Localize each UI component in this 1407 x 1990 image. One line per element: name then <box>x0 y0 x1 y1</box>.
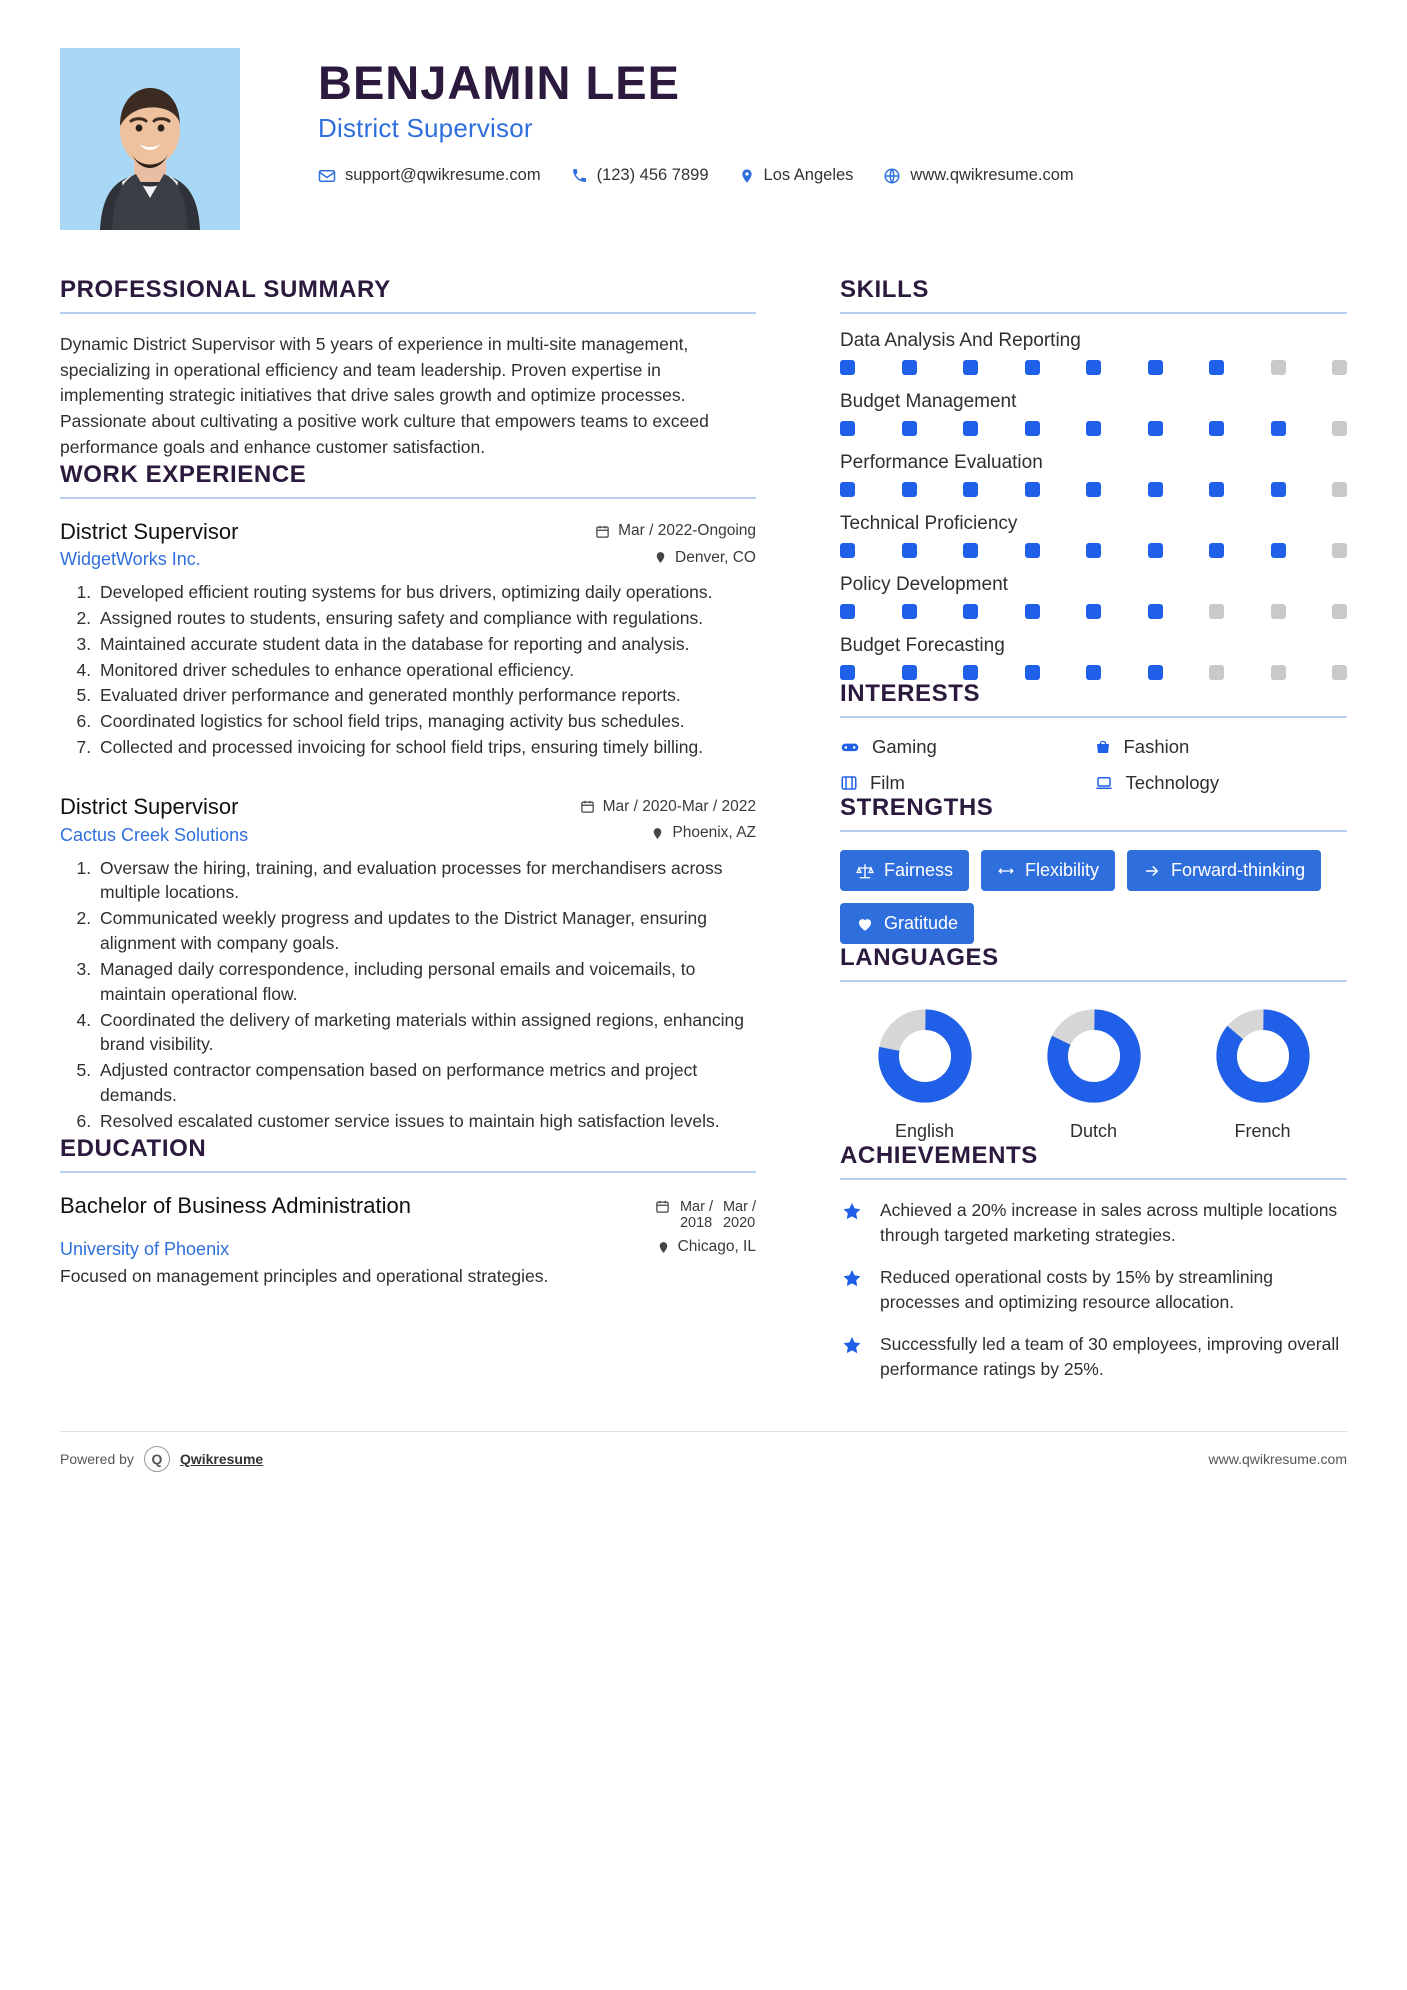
skill-dot <box>902 543 917 558</box>
language-item <box>1046 1008 1142 1142</box>
language-label: Dutch <box>1069 1121 1118 1141</box>
qwikresume-logo-icon: Q <box>144 1446 170 1472</box>
contact-website[interactable] <box>883 166 1073 185</box>
skill-rating <box>840 543 1347 558</box>
header-job-title: District Supervisor <box>318 113 533 144</box>
achievement-item <box>840 1198 1347 1247</box>
skill-dot <box>1332 665 1347 680</box>
contact-location-text: Los Angeles <box>763 166 854 185</box>
education-start-date <box>680 1199 713 1232</box>
phone-icon <box>571 167 588 184</box>
education-school: University of Phoenix <box>60 1238 230 1259</box>
arrows-icon <box>997 862 1015 880</box>
work-item-location-text: Phoenix, AZ <box>672 824 756 841</box>
skill-dot <box>1086 604 1101 619</box>
skill-dot <box>1271 665 1286 680</box>
education-dates <box>655 1193 756 1232</box>
contact-email[interactable] <box>318 166 541 185</box>
page-title: BENJAMIN LEE <box>318 56 680 109</box>
left-column <box>60 276 800 1381</box>
language-donut <box>877 1008 973 1104</box>
work-item <box>60 794 756 1134</box>
interest-label: Technology <box>1125 772 1220 793</box>
skill-name: Data Analysis And Reporting <box>840 330 1081 351</box>
contact-phone-text: (123) 456 7899 <box>596 166 709 185</box>
skill-dot <box>963 665 978 680</box>
skill-item <box>840 635 1347 680</box>
skill-dot <box>1148 665 1163 680</box>
location-icon <box>739 167 755 185</box>
skill-dot <box>1025 360 1040 375</box>
education-degree: Bachelor of Business Administration <box>60 1192 411 1218</box>
skill-name: Policy Development <box>840 574 1008 595</box>
interest-label: Film <box>870 772 905 793</box>
list-item: 2. Communicated weekly progress and updates to the District Manager, ensuring alignment with company goals. <box>96 906 756 956</box>
work-item-title: District Supervisor <box>60 518 239 544</box>
footer <box>60 1431 1347 1498</box>
interest-item <box>1094 772 1348 794</box>
skill-dot <box>902 604 917 619</box>
section-interests-title: INTERESTS <box>840 680 1347 718</box>
contact-website-text: www.qwikresume.com <box>910 166 1074 185</box>
skill-rating <box>840 421 1347 436</box>
skill-dot <box>840 543 855 558</box>
skill-dot <box>840 604 855 619</box>
education-start-line1: Mar / <box>679 1198 713 1215</box>
skill-rating <box>840 482 1347 497</box>
skill-name: Budget Forecasting <box>840 635 1005 656</box>
list-item: 3. Managed daily correspondence, including personal emails and voicemails, to maintain operational flow. <box>96 957 756 1007</box>
powered-by <box>60 1446 263 1472</box>
strength-chip-gratitude <box>840 903 974 944</box>
arrow-right-icon <box>1143 862 1161 880</box>
qwikresume-brand[interactable]: Qwikresume <box>179 1451 264 1467</box>
skill-dot <box>902 360 917 375</box>
header-main <box>240 48 1347 185</box>
contact-email-text: support@qwikresume.com <box>345 166 541 185</box>
skill-dot <box>1332 604 1347 619</box>
education-end-line1: Mar / <box>722 1198 756 1215</box>
skill-dot <box>1148 360 1163 375</box>
powered-by-label: Powered by <box>60 1451 134 1467</box>
work-item-bullets <box>60 580 756 760</box>
skill-dot <box>1209 421 1224 436</box>
list-item: 6. Coordinated logistics for school field trips, managing activity bus schedules. <box>96 709 756 734</box>
work-item-dates-text: Mar / 2022-Ongoing <box>618 522 756 540</box>
skill-dot <box>1086 421 1101 436</box>
skill-dot <box>1086 482 1101 497</box>
section-work-experience-title: WORK EXPERIENCE <box>60 461 756 499</box>
skill-dot <box>1148 604 1163 619</box>
skill-dot <box>1148 421 1163 436</box>
strength-label: Gratitude <box>884 913 959 933</box>
section-strengths-title: STRENGTHS <box>840 794 1347 832</box>
work-item-sub <box>60 824 756 846</box>
strength-chip-flexibility <box>981 850 1115 891</box>
work-item-location <box>651 824 756 842</box>
strength-label: Fairness <box>884 860 954 880</box>
skill-rating <box>840 604 1347 619</box>
strengths-list <box>840 850 1347 944</box>
skill-dot <box>902 482 917 497</box>
professional-summary-text: Dynamic District Supervisor with 5 years of experience in multi-site management, specializing in operational efficiency and team leadership. Proven expertise in implementing strategic initiatives that drive sales growth and optimize processes. Passionate about cultivating a positive work culture that empowers teams to exceed performance goals and enhance customer satisfaction. <box>60 334 709 457</box>
skill-dot <box>1271 482 1286 497</box>
calendar-icon <box>595 524 610 539</box>
skill-name: Budget Management <box>840 391 1017 412</box>
contact-phone[interactable] <box>571 166 709 185</box>
language-label: English <box>894 1121 955 1141</box>
education-location <box>657 1238 756 1256</box>
section-professional-summary-title: PROFESSIONAL SUMMARY <box>60 276 756 314</box>
resume-header <box>60 48 1347 240</box>
skill-dot <box>1086 360 1101 375</box>
education-start-line2: 2018 <box>679 1215 713 1232</box>
skill-dot <box>1209 665 1224 680</box>
work-item-company: Cactus Creek Solutions <box>60 824 249 845</box>
list-item: 3. Maintained accurate student data in the database for reporting and analysis. <box>96 632 756 657</box>
contact-location <box>739 166 854 185</box>
skill-dot <box>902 665 917 680</box>
gamepad-icon <box>840 737 860 757</box>
skill-dot <box>1271 543 1286 558</box>
skill-dot <box>840 360 855 375</box>
skill-dot <box>1332 421 1347 436</box>
language-donut <box>1215 1008 1311 1104</box>
star-icon <box>840 1332 866 1381</box>
work-item-dates <box>595 522 756 540</box>
work-item-head <box>60 519 756 545</box>
pin-icon <box>651 826 664 841</box>
work-item-location <box>654 549 756 567</box>
avatar <box>60 48 240 230</box>
star-icon <box>840 1265 866 1314</box>
work-item-dates-text: Mar / 2020-Mar / 2022 <box>602 797 756 815</box>
skill-dot <box>1025 543 1040 558</box>
calendar-icon <box>580 799 595 814</box>
skill-dot <box>963 421 978 436</box>
achievement-item <box>840 1265 1347 1314</box>
laptop-icon <box>1094 774 1114 792</box>
skill-dot <box>1025 665 1040 680</box>
resume-body <box>60 276 1347 1381</box>
skill-dot <box>1086 665 1101 680</box>
list-item: 7. Collected and processed invoicing for school field trips, ensuring timely billing. <box>96 735 756 760</box>
strength-label: Flexibility <box>1025 860 1100 880</box>
interest-label: Gaming <box>872 736 937 757</box>
skill-dot <box>840 482 855 497</box>
section-achievements-title: ACHIEVEMENTS <box>840 1142 1347 1180</box>
skill-dot <box>840 421 855 436</box>
skill-dot <box>963 482 978 497</box>
skill-dot <box>1271 604 1286 619</box>
list-item: 5. Adjusted contractor compensation based on performance metrics and project demands. <box>96 1058 756 1108</box>
pin-icon <box>657 1240 670 1255</box>
section-education-title: EDUCATION <box>60 1135 756 1173</box>
achievement-item <box>840 1332 1347 1381</box>
skill-rating <box>840 665 1347 680</box>
education-item-head <box>60 1193 756 1232</box>
skill-dot <box>1025 604 1040 619</box>
section-skills-title: SKILLS <box>840 276 1347 314</box>
skill-dot <box>1332 360 1347 375</box>
strength-chip-fairness <box>840 850 969 891</box>
skill-dot <box>1332 543 1347 558</box>
calendar-icon <box>655 1199 670 1214</box>
skill-dot <box>1148 543 1163 558</box>
skill-dot <box>1025 482 1040 497</box>
list-item: 1. Developed efficient routing systems for bus drivers, optimizing daily operations. <box>96 580 756 605</box>
skill-item <box>840 513 1347 558</box>
language-donut <box>1046 1008 1142 1104</box>
language-label: French <box>1234 1121 1291 1141</box>
education-end-date <box>723 1199 756 1232</box>
footer-website[interactable]: www.qwikresume.com <box>1208 1451 1347 1467</box>
skill-dot <box>1209 604 1224 619</box>
bag-icon <box>1094 738 1112 756</box>
work-item-bullets <box>60 856 756 1134</box>
work-item-title: District Supervisor <box>60 794 239 819</box>
strength-chip-forward-thinking <box>1127 850 1321 891</box>
skill-name: Technical Proficiency <box>840 513 1018 534</box>
skill-item <box>840 391 1347 436</box>
education-item-sub <box>60 1238 756 1260</box>
achievement-text: Reduced operational costs by 15% by streamlining processes and optimizing resource allocation. <box>880 1267 1273 1312</box>
email-icon <box>318 167 336 185</box>
interest-label: Fashion <box>1123 736 1190 757</box>
list-item: 2. Assigned routes to students, ensuring safety and compliance with regulations. <box>96 606 756 631</box>
globe-icon <box>883 167 901 185</box>
skill-item <box>840 452 1347 497</box>
work-item-head <box>60 794 756 820</box>
skill-dot <box>963 360 978 375</box>
work-item <box>60 519 756 760</box>
skill-name: Performance Evaluation <box>840 452 1043 473</box>
scales-icon <box>856 862 874 880</box>
skill-dot <box>1271 421 1286 436</box>
interests-grid <box>840 736 1347 794</box>
skill-item <box>840 574 1347 619</box>
skill-dot <box>963 604 978 619</box>
list-item: 4. Monitored driver schedules to enhance operational efficiency. <box>96 658 756 683</box>
work-item-location-text: Denver, CO <box>675 548 756 566</box>
skill-dot <box>1148 482 1163 497</box>
work-item-company: WidgetWorks Inc. <box>60 549 201 570</box>
language-item <box>1215 1008 1311 1142</box>
languages-list <box>840 1008 1347 1142</box>
skill-dot <box>1332 482 1347 497</box>
education-end-line2: 2020 <box>722 1215 756 1232</box>
skill-dot <box>902 421 917 436</box>
strength-label: Forward-thinking <box>1171 860 1306 880</box>
skill-dot <box>1271 360 1286 375</box>
education-location-text: Chicago, IL <box>677 1238 756 1256</box>
list-item: 6. Resolved escalated customer service issues to maintain high satisfaction levels. <box>96 1109 756 1134</box>
interest-item <box>1094 736 1348 758</box>
skill-rating <box>840 360 1347 375</box>
contact-row <box>318 166 1347 185</box>
film-icon <box>840 774 858 792</box>
work-item-dates <box>580 798 756 816</box>
work-item-sub <box>60 549 756 571</box>
heart-icon <box>856 915 874 933</box>
education-item <box>60 1193 756 1287</box>
skill-dot <box>1086 543 1101 558</box>
education-description: Focused on management principles and operational strategies. <box>60 1265 549 1286</box>
skill-dot <box>1209 360 1224 375</box>
achievement-text: Successfully led a team of 30 employees, improving overall performance ratings by 25%. <box>880 1334 1340 1379</box>
list-item: 5. Evaluated driver performance and generated monthly performance reports. <box>96 683 756 708</box>
skill-dot <box>1209 543 1224 558</box>
section-languages-title: LANGUAGES <box>840 944 1347 982</box>
list-item: 4. Coordinated the delivery of marketing materials within assigned regions, enhancing brand visibility. <box>96 1008 756 1058</box>
star-icon <box>840 1198 866 1247</box>
language-item <box>877 1008 973 1142</box>
skill-dot <box>1209 482 1224 497</box>
skill-dot <box>1025 421 1040 436</box>
skill-item <box>840 330 1347 375</box>
list-item: 1. Oversaw the hiring, training, and evaluation processes for merchandisers across multiple locations. <box>96 856 756 906</box>
right-column <box>800 276 1347 1381</box>
interest-item <box>840 772 1094 794</box>
skill-dot <box>963 543 978 558</box>
skill-dot <box>840 665 855 680</box>
achievement-text: Achieved a 20% increase in sales across multiple locations through targeted marketing strategies. <box>880 1200 1338 1245</box>
pin-icon <box>654 550 667 565</box>
interest-item <box>840 736 1094 758</box>
